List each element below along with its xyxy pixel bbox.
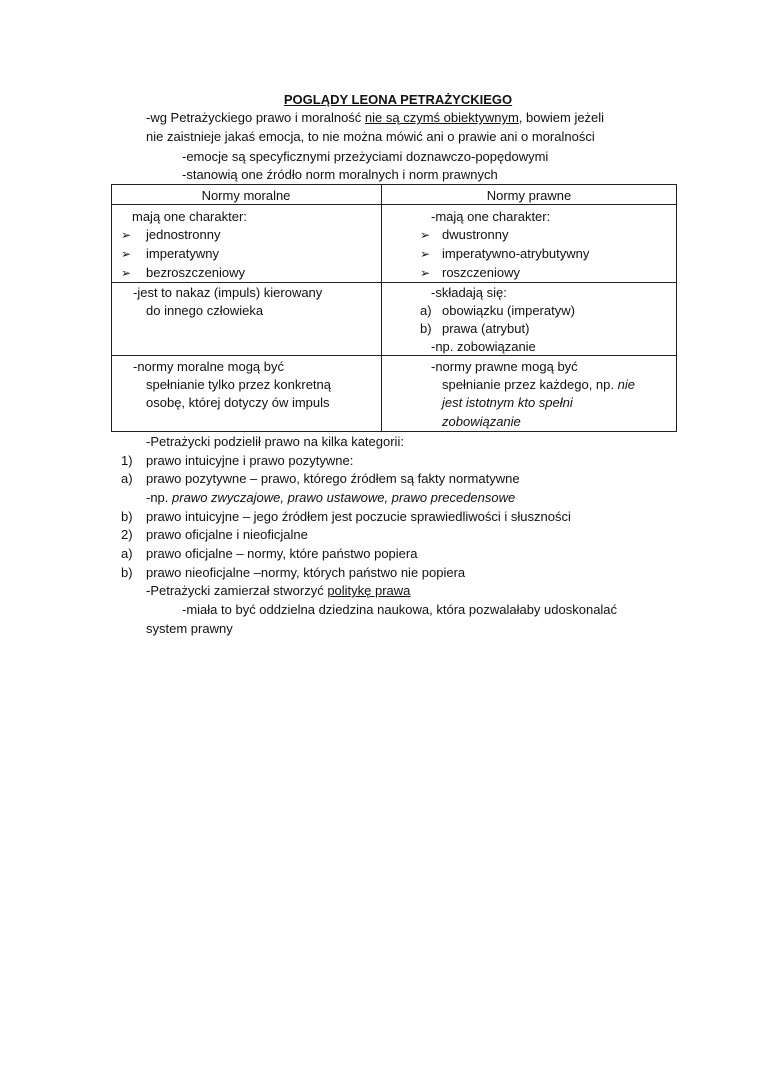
list-item: prawo intuicyjne i prawo pozytywne: bbox=[146, 453, 354, 468]
legal-char-item: roszczeniowy bbox=[442, 265, 521, 280]
categories-intro: -Petrażycki podzielił prawo na kilka kategorii: bbox=[146, 434, 404, 449]
table-column-divider bbox=[381, 184, 382, 432]
list-marker: b) bbox=[121, 509, 133, 524]
intro-line-1: -wg Petrażyckiego prawo i moralność nie są czymś obiektywnym, bowiem jeżeli bbox=[146, 110, 605, 125]
list-marker: 1) bbox=[121, 453, 133, 468]
legal-part-text: prawa (atrybut) bbox=[442, 321, 530, 336]
list-item: prawo oficjalne i nieoficjalne bbox=[146, 527, 308, 542]
arrow-bullet-icon: ➢ bbox=[420, 228, 431, 242]
legal-char-item: imperatywno-atrybutywny bbox=[442, 246, 590, 261]
arrow-bullet-icon: ➢ bbox=[121, 228, 132, 242]
moral-char-item: imperatywny bbox=[146, 246, 219, 261]
list-marker: a) bbox=[121, 471, 133, 486]
table-header-moral: Normy moralne bbox=[201, 188, 291, 203]
list-item: prawo oficjalne – normy, które państwo popiera bbox=[146, 546, 418, 561]
intro-line-3: -emocje są specyficznymi przeżyciami doznawczo-popędowymi bbox=[182, 149, 549, 164]
moral-fulfil-line: osobę, której dotyczy ów impuls bbox=[146, 395, 330, 410]
list-marker: b) bbox=[121, 565, 133, 580]
moral-impulse-line: -jest to nakaz (impuls) kierowany bbox=[133, 285, 323, 300]
legal-char-label: -mają one charakter: bbox=[431, 209, 551, 224]
legal-fulfil-line: zobowiązanie bbox=[442, 414, 521, 429]
intro-line-2: nie zaistnieje jakaś emocja, to nie można mówić ani o prawie ani o moralności bbox=[146, 129, 595, 144]
legal-fulfil-line: spełnianie przez każdego, np. nie bbox=[442, 377, 635, 392]
table-row-divider bbox=[111, 282, 677, 283]
legal-fulfil-line: jest istotnym kto spełni bbox=[442, 395, 573, 410]
intro-line-4: -stanowią one źródło norm moralnych i norm prawnych bbox=[182, 167, 498, 182]
table-header-legal: Normy prawne bbox=[486, 188, 572, 203]
categories-example: -np. prawo zwyczajowe, prawo ustawowe, prawo precedensowe bbox=[146, 490, 516, 505]
list-item: prawo pozytywne – prawo, którego źródłem są fakty normatywne bbox=[146, 471, 520, 486]
moral-fulfil-line: spełnianie tylko przez konkretną bbox=[146, 377, 331, 392]
page-title: POGLĄDY LEONA PETRAŻYCKIEGO bbox=[283, 92, 513, 107]
underlined-phrase: politykę prawa bbox=[327, 583, 411, 598]
legal-part-text: obowiązku (imperatyw) bbox=[442, 303, 575, 318]
arrow-bullet-icon: ➢ bbox=[121, 247, 132, 261]
list-item: prawo nieoficjalne –normy, których państwo nie popiera bbox=[146, 565, 466, 580]
policy-line-1: -Petrażycki zamierzał stworzyć politykę prawa bbox=[146, 583, 411, 598]
legal-char-item: dwustronny bbox=[442, 227, 509, 242]
policy-line-2: -miała to być oddzielna dziedzina naukowa, która pozwalałaby udoskonalać bbox=[182, 602, 618, 617]
policy-line-3: system prawny bbox=[146, 621, 233, 636]
legal-fulfil-line: -normy prawne mogą być bbox=[431, 359, 578, 374]
moral-impulse-line: do innego człowieka bbox=[146, 303, 264, 318]
table-row-divider bbox=[111, 355, 677, 356]
list-marker: a) bbox=[121, 546, 133, 561]
moral-fulfil-line: -normy moralne mogą być bbox=[133, 359, 284, 374]
legal-example: -np. zobowiązanie bbox=[431, 339, 536, 354]
legal-part-marker: b) bbox=[420, 321, 432, 336]
moral-char-item: bezroszczeniowy bbox=[146, 265, 245, 280]
list-marker: 2) bbox=[121, 527, 133, 542]
moral-char-label: mają one charakter: bbox=[132, 209, 247, 224]
underlined-phrase: nie są czymś obiektywnym bbox=[364, 110, 519, 125]
arrow-bullet-icon: ➢ bbox=[420, 266, 431, 280]
legal-part-marker: a) bbox=[420, 303, 432, 318]
list-item: prawo intuicyjne – jego źródłem jest poczucie sprawiedliwości i słuszności bbox=[146, 509, 571, 524]
arrow-bullet-icon: ➢ bbox=[121, 266, 132, 280]
arrow-bullet-icon: ➢ bbox=[420, 247, 431, 261]
legal-consist-label: -składają się: bbox=[431, 285, 507, 300]
moral-char-item: jednostronny bbox=[146, 227, 221, 242]
